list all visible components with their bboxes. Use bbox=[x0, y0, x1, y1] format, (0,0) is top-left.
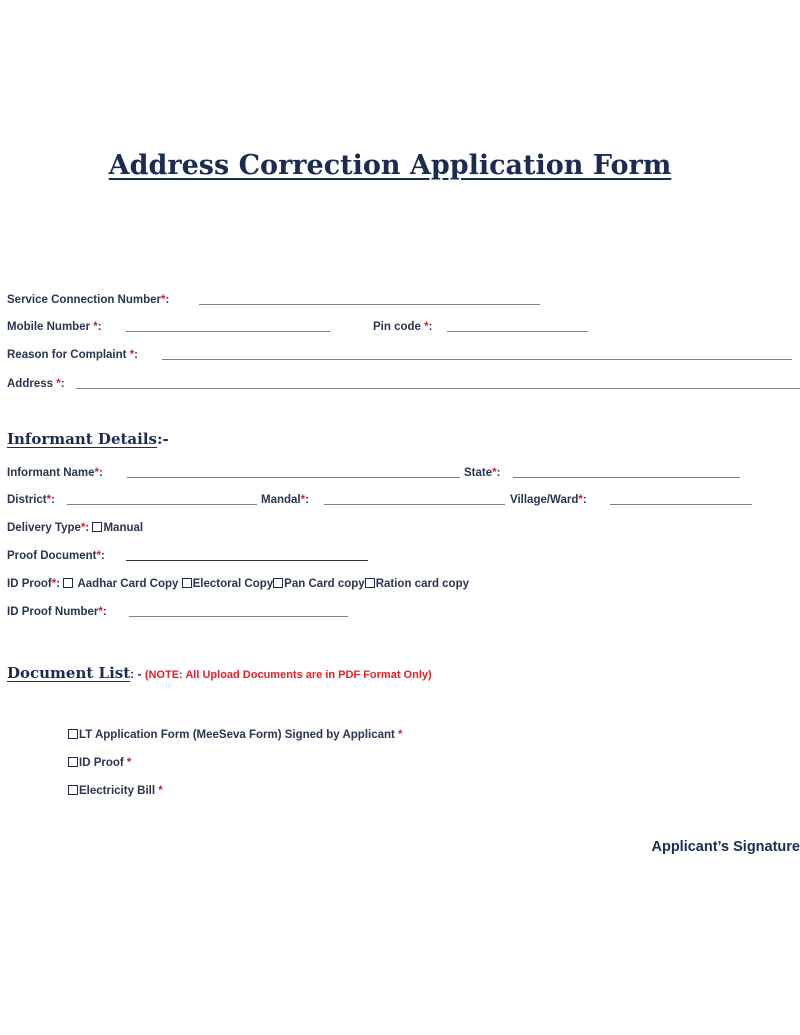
reason-input[interactable] bbox=[162, 359, 792, 360]
service-connection-input[interactable] bbox=[199, 304, 540, 305]
mandal-input[interactable] bbox=[324, 504, 505, 505]
address-row: Address *: bbox=[7, 376, 800, 392]
proof-document-input[interactable] bbox=[126, 560, 368, 561]
delivery-type-row: Delivery Type*: Manual bbox=[7, 522, 144, 534]
service-connection-row: Service Connection Number*: bbox=[7, 292, 797, 308]
id-proof-doc-checkbox[interactable] bbox=[68, 757, 78, 767]
district-input[interactable] bbox=[67, 504, 257, 505]
pdf-note: (NOTE: All Upload Documents are in PDF Format Only) bbox=[144, 669, 432, 681]
aadhar-checkbox[interactable] bbox=[63, 578, 73, 588]
district-row: District*: Mandal*: Village/Ward*: bbox=[7, 492, 797, 508]
ration-card-checkbox[interactable] bbox=[365, 578, 375, 588]
electricity-bill-checkbox[interactable] bbox=[68, 785, 78, 795]
pan-card-checkbox[interactable] bbox=[273, 578, 283, 588]
pin-code-input[interactable] bbox=[447, 331, 588, 332]
state-input[interactable] bbox=[513, 477, 740, 478]
lt-form-checkbox[interactable] bbox=[68, 729, 78, 739]
informant-name-input[interactable] bbox=[127, 477, 460, 478]
mobile-row: Mobile Number *: Pin code *: bbox=[7, 319, 797, 335]
proof-document-row: Proof Document*: bbox=[7, 548, 407, 564]
doc-item-lt-form: LT Application Form (MeeSeva Form) Signed by Applicant * bbox=[68, 729, 403, 741]
id-proof-number-row: ID Proof Number*: bbox=[7, 604, 407, 620]
id-proof-number-input[interactable] bbox=[129, 616, 348, 617]
reason-row: Reason for Complaint *: bbox=[7, 347, 800, 363]
mobile-input[interactable] bbox=[126, 331, 330, 332]
informant-heading: Informant Details:- bbox=[7, 430, 169, 448]
document-list-heading: Document List: - (NOTE: All Upload Documents are in PDF Format Only) bbox=[7, 664, 432, 682]
informant-name-row: Informant Name*: State*: bbox=[7, 465, 797, 481]
doc-item-id-proof: ID Proof * bbox=[68, 757, 131, 769]
village-ward-input[interactable] bbox=[610, 504, 752, 505]
manual-checkbox[interactable] bbox=[92, 522, 102, 532]
doc-item-electricity-bill: Electricity Bill * bbox=[68, 785, 163, 797]
applicant-signature-label: Applicant’s Signature bbox=[651, 839, 800, 855]
electoral-checkbox[interactable] bbox=[182, 578, 192, 588]
id-proof-row: ID Proof*: Aadhar Card Copy Electoral Copy Pan Card copy Ration card copy bbox=[7, 578, 470, 590]
page-title: Address Correction Application Form bbox=[108, 150, 672, 181]
address-input[interactable] bbox=[76, 388, 800, 389]
